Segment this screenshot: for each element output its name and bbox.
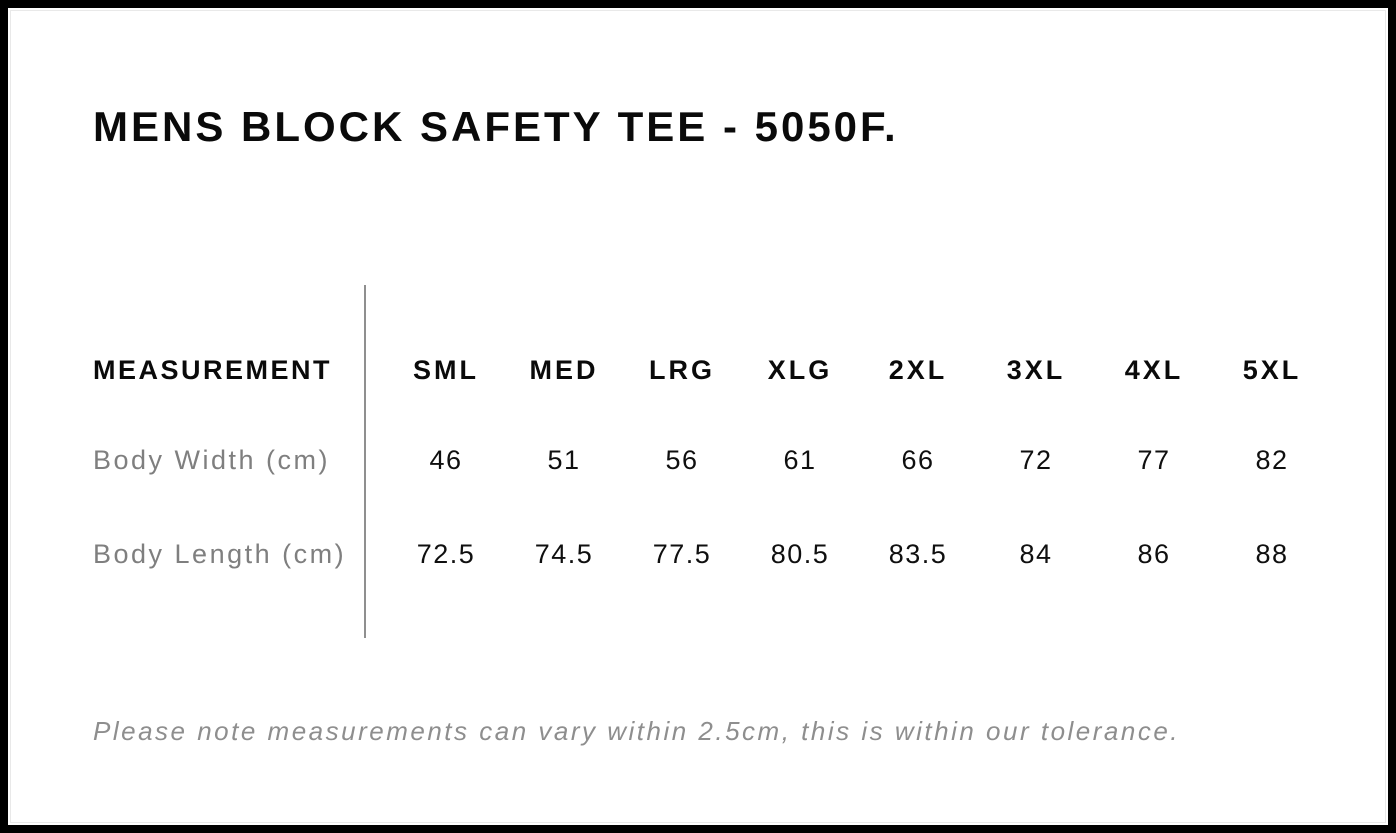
body-width-value-cell: 66 <box>901 444 935 475</box>
measurement-column-header: MEASUREMENT <box>93 354 333 385</box>
product-title: MENS BLOCK SAFETY TEE - 5050F. <box>93 103 899 150</box>
row-label-body-length: Body Length (cm) <box>93 538 347 569</box>
size-header-3xl: 3XL <box>1006 354 1066 385</box>
size-chart-header-row <box>93 348 1331 392</box>
body-length-row <box>93 532 1331 576</box>
body-width-value-cell: 82 <box>1255 444 1289 475</box>
body-width-value-cell: 61 <box>783 444 817 475</box>
body-width-row <box>93 438 1331 482</box>
size-header-5xl: 5XL <box>1242 354 1302 385</box>
body-width-value-cell: 51 <box>547 444 581 475</box>
size-header-2xl: 2XL <box>888 354 948 385</box>
body-length-value-cell: 77.5 <box>652 538 712 569</box>
body-length-value-cell: 72.5 <box>416 538 476 569</box>
body-length-value-cell: 83.5 <box>888 538 948 569</box>
size-header-lrg: LRG <box>649 354 715 385</box>
body-length-value-cell: 86 <box>1137 538 1171 569</box>
body-width-value-cell: 46 <box>429 444 463 475</box>
tolerance-footnote: Please note measurements can vary within 2.5cm, this is within our tolerance. <box>93 716 1181 746</box>
body-width-value-cell: 77 <box>1137 444 1171 475</box>
size-header-xlg: XLG <box>767 354 833 385</box>
body-length-value-cell: 74.5 <box>534 538 594 569</box>
body-length-value-cell: 84 <box>1019 538 1053 569</box>
body-width-value-cell: 72 <box>1019 444 1053 475</box>
size-header-sml: SML <box>413 354 479 385</box>
size-header-4xl: 4XL <box>1124 354 1184 385</box>
body-width-value-cell: 56 <box>665 444 699 475</box>
size-header-med: MED <box>529 354 599 385</box>
body-length-value-cell: 80.5 <box>770 538 830 569</box>
row-label-body-width: Body Width (cm) <box>93 444 331 475</box>
body-length-value-cell: 88 <box>1255 538 1289 569</box>
